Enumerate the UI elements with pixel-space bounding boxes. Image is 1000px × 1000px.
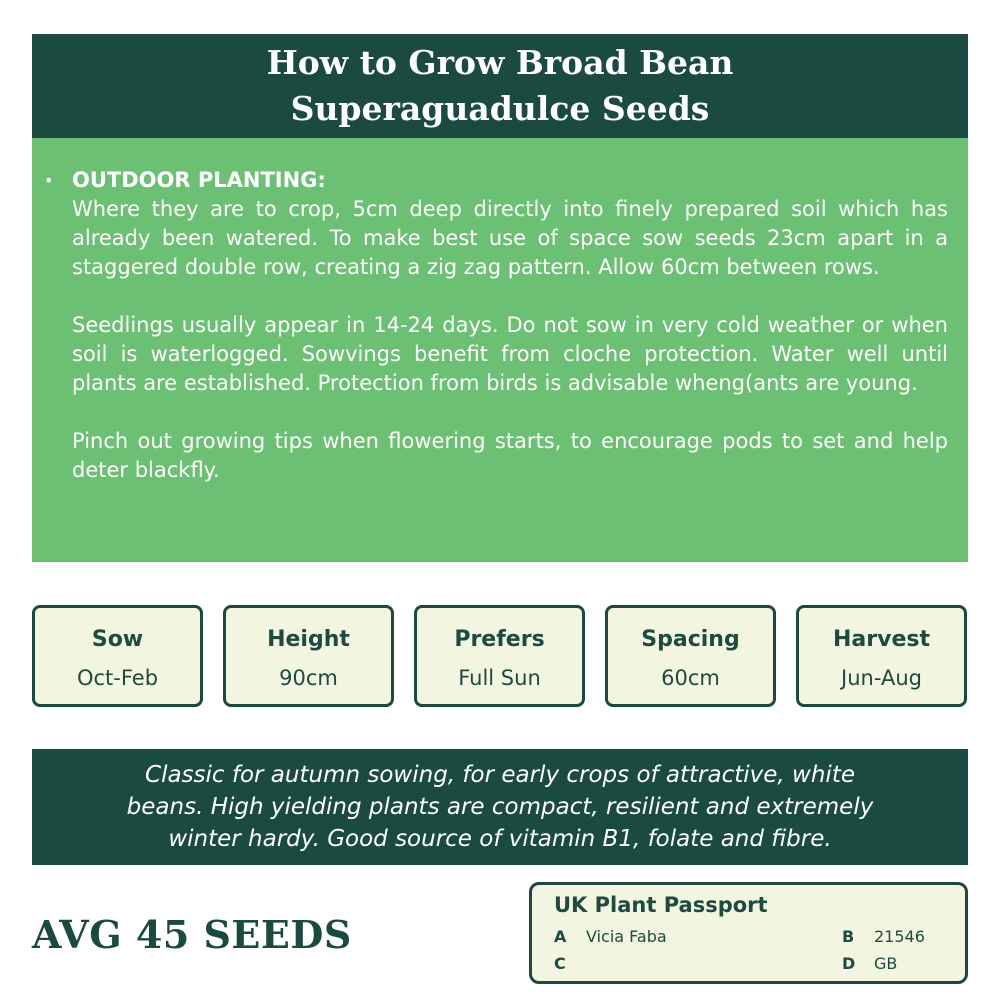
passport-field-a [554, 927, 667, 947]
seed-count: AVG 45 SEEDS [32, 912, 352, 957]
description-line-1: Classic for autumn sowing, for early crops of attractive, white [145, 762, 855, 788]
info-box-value: 60cm [661, 666, 720, 690]
info-box-label: Harvest [833, 627, 930, 652]
info-boxes [32, 605, 968, 707]
passport-title: UK Plant Passport [554, 893, 768, 917]
info-box-label: Sow [91, 627, 144, 652]
title-line-2: Superaguadulce Seeds [290, 89, 710, 128]
info-box-harvest [796, 605, 967, 707]
info-box-prefers [414, 605, 585, 707]
passport-value: Vicia Faba [586, 927, 667, 946]
info-box-value: Jun-Aug [841, 666, 922, 690]
passport-field-c [554, 954, 586, 974]
passport-value: GB [874, 954, 898, 973]
description-banner [32, 749, 968, 865]
passport-field-b [842, 927, 925, 947]
title-banner [32, 34, 968, 138]
plant-passport [529, 882, 968, 984]
info-box-sow [32, 605, 203, 707]
info-box-value: 90cm [279, 666, 338, 690]
info-box-value: Oct-Feb [76, 666, 159, 690]
info-box-spacing [605, 605, 776, 707]
info-box-label: Spacing [641, 627, 740, 652]
passport-key: B [842, 927, 855, 946]
bullet-icon: • [44, 171, 54, 190]
planting-instructions [32, 138, 968, 562]
passport-key: A [554, 927, 567, 946]
info-box-label: Prefers [454, 627, 545, 652]
info-box-height [223, 605, 394, 707]
instruction-paragraph-1: Where they are to crop, 5cm deep directly into finely prepared soil which has already been watered. To make best use of space sow seeds 23cm apart in a staggered double row, creating a zig zag pattern. Allow 60cm between rows. [72, 197, 948, 279]
title-line-1: How to Grow Broad Bean [266, 43, 734, 82]
passport-value: 21546 [874, 927, 925, 946]
passport-field-d [842, 954, 897, 974]
instruction-heading: OUTDOOR PLANTING: [72, 168, 326, 192]
instruction-paragraph-3: Pinch out growing tips when flowering starts, to encourage pods to set and help deter blackfly. [72, 429, 948, 482]
passport-key: C [554, 954, 566, 973]
info-box-value: Full Sun [458, 666, 541, 690]
description-line-3: winter hardy. Good source of vitamin B1, folate and fibre. [168, 826, 832, 852]
passport-key: D [842, 954, 856, 973]
info-box-label: Height [267, 627, 350, 652]
description-line-2: beans. High yielding plants are compact, resilient and extremely [126, 794, 874, 820]
instruction-item [44, 166, 948, 485]
instruction-paragraph-2: Seedlings usually appear in 14-24 days. Do not sow in very cold weather or when soil is waterlogged. Sowvings benefit from cloche protection. Water well until plants are established. Protection from birds is advisable wheng(ants are young. [72, 313, 948, 395]
